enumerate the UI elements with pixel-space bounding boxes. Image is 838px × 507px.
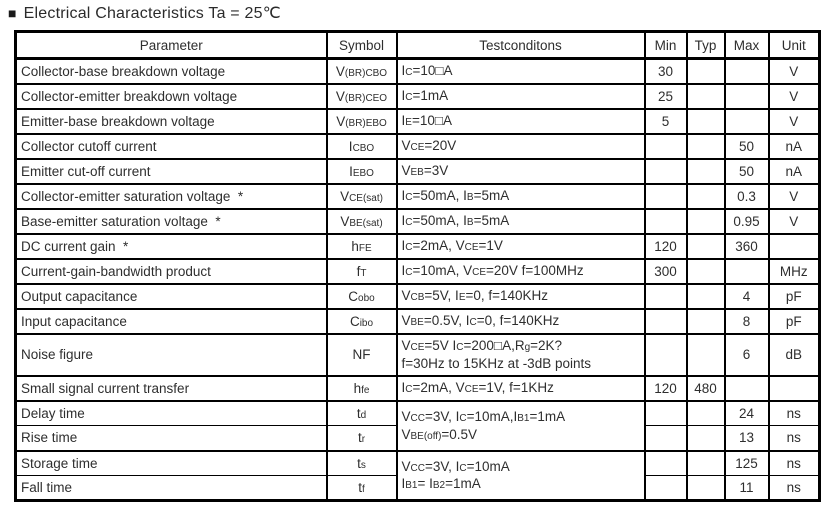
min-cell: 120 <box>645 376 687 401</box>
max-cell: 125 <box>725 451 769 476</box>
conditions-cell <box>397 209 645 234</box>
symbol-cell: V(BR)EBO <box>327 109 397 134</box>
conditions-cell <box>397 59 645 84</box>
condition-line: VBE=0.5V, IC=0, f=140KHz <box>401 313 560 329</box>
symbol-cell: Cibo <box>327 309 397 334</box>
max-cell <box>725 84 769 109</box>
typ-cell <box>687 476 725 501</box>
condition-line: IC=10mA, VCE=20V f=100MHz <box>401 263 584 279</box>
symbol-cell: td <box>327 401 397 426</box>
typ-cell: 480 <box>687 376 725 401</box>
parameter-cell: Small signal current transfer <box>16 376 327 401</box>
table-row <box>16 309 820 334</box>
table-row <box>16 134 820 159</box>
typ-cell <box>687 426 725 451</box>
min-cell <box>645 159 687 184</box>
unit-cell: ns <box>769 476 820 501</box>
conditions-cell <box>397 376 645 401</box>
unit-cell: V <box>769 209 820 234</box>
unit-cell: MHz <box>769 259 820 284</box>
max-cell: 24 <box>725 401 769 426</box>
table-row <box>16 334 820 376</box>
symbol-cell: hfe <box>327 376 397 401</box>
unit-cell: pF <box>769 284 820 309</box>
unit-cell: nA <box>769 134 820 159</box>
max-cell: 360 <box>725 234 769 259</box>
typ-cell <box>687 334 725 376</box>
column-header-parameter: Parameter <box>16 32 327 59</box>
conditions-cell <box>397 401 645 451</box>
max-cell: 6 <box>725 334 769 376</box>
max-cell <box>725 109 769 134</box>
min-cell <box>645 184 687 209</box>
parameter-cell: Collector-emitter saturation voltage * <box>16 184 327 209</box>
table-row <box>16 184 820 209</box>
parameter-cell: Emitter-base breakdown voltage <box>16 109 327 134</box>
condition-line: VCE=20V <box>401 138 457 154</box>
condition-line: VCB=5V, IE=0, f=140KHz <box>401 288 549 304</box>
min-cell: 300 <box>645 259 687 284</box>
symbol-cell: fT <box>327 259 397 284</box>
max-cell: 4 <box>725 284 769 309</box>
conditions-cell <box>397 309 645 334</box>
unit-cell: pF <box>769 309 820 334</box>
condition-line: IC=1mA <box>401 88 449 104</box>
symbol-cell: NF <box>327 334 397 376</box>
max-cell <box>725 376 769 401</box>
condition-line: VBE(off)=0.5V <box>401 426 478 442</box>
symbol-cell: V(BR)CBO <box>327 59 397 84</box>
table-row <box>16 259 820 284</box>
conditions-cell <box>397 334 645 376</box>
column-header-min: Min <box>645 32 687 59</box>
table-row <box>16 109 820 134</box>
conditions-cell <box>397 109 645 134</box>
max-cell <box>725 59 769 84</box>
parameter-cell: Current-gain-bandwidth product <box>16 259 327 284</box>
symbol-cell: VBE(sat) <box>327 209 397 234</box>
table-row <box>16 84 820 109</box>
parameter-cell: Input capacitance <box>16 309 327 334</box>
parameter-cell: Collector cutoff current <box>16 134 327 159</box>
symbol-cell: V(BR)CEO <box>327 84 397 109</box>
condition-line: f=30Hz to 15KHz at -3dB points <box>401 355 591 371</box>
column-header-unit: Unit <box>769 32 820 59</box>
symbol-cell: ICBO <box>327 134 397 159</box>
table-row <box>16 59 820 84</box>
max-cell: 11 <box>725 476 769 501</box>
parameter-cell: Output capacitance <box>16 284 327 309</box>
condition-line: VEB=3V <box>401 163 449 179</box>
typ-cell <box>687 84 725 109</box>
conditions-cell <box>397 84 645 109</box>
unit-cell: ns <box>769 426 820 451</box>
unit-cell: V <box>769 184 820 209</box>
conditions-cell <box>397 284 645 309</box>
header-row <box>16 32 820 59</box>
condition-line: IC=2mA, VCE=1V <box>401 238 503 254</box>
parameter-cell: Base-emitter saturation voltage * <box>16 209 327 234</box>
min-cell: 30 <box>645 59 687 84</box>
min-cell <box>645 309 687 334</box>
unit-cell: V <box>769 59 820 84</box>
unit-cell: ns <box>769 451 820 476</box>
conditions-cell <box>397 451 645 501</box>
unit-cell: dB <box>769 334 820 376</box>
parameter-cell: Storage time <box>16 451 327 476</box>
min-cell <box>645 284 687 309</box>
conditions-cell <box>397 234 645 259</box>
condition-line: IC=50mA, IB=5mA <box>401 213 510 229</box>
unit-cell <box>769 376 820 401</box>
symbol-cell: tf <box>327 476 397 501</box>
column-header-max: Max <box>725 32 769 59</box>
condition-line: VCE=5V IC=200□A,Rg=2K? <box>401 337 563 353</box>
table-row <box>16 376 820 401</box>
typ-cell <box>687 234 725 259</box>
section-title-text: Electrical Characteristics Ta = 25℃ <box>23 5 281 22</box>
typ-cell <box>687 284 725 309</box>
max-cell <box>725 259 769 284</box>
condition-line: IC=2mA, VCE=1V, f=1KHz <box>401 380 554 396</box>
unit-cell: ns <box>769 401 820 426</box>
max-cell: 13 <box>725 426 769 451</box>
parameter-cell: Delay time <box>16 401 327 426</box>
min-cell: 25 <box>645 84 687 109</box>
condition-line: VCC=3V, IC=10mA,IB1=1mA <box>401 408 566 424</box>
typ-cell <box>687 259 725 284</box>
typ-cell <box>687 159 725 184</box>
table-row <box>16 209 820 234</box>
max-cell: 0.95 <box>725 209 769 234</box>
max-cell: 0.3 <box>725 184 769 209</box>
conditions-cell <box>397 134 645 159</box>
section-bullet-icon: ■ <box>8 5 17 21</box>
parameter-cell: DC current gain * <box>16 234 327 259</box>
min-cell: 120 <box>645 234 687 259</box>
typ-cell <box>687 209 725 234</box>
min-cell <box>645 451 687 476</box>
condition-line: VCC=3V, IC=10mA <box>401 458 510 474</box>
condition-line: IB1= IB2=1mA <box>401 476 481 492</box>
typ-cell <box>687 401 725 426</box>
section-title <box>8 3 281 23</box>
condition-line: IC=50mA, IB=5mA <box>401 188 510 204</box>
column-header-testconditions: Testconditons <box>397 32 645 59</box>
typ-cell <box>687 59 725 84</box>
table-row <box>16 284 820 309</box>
condition-line: IE=10□A <box>401 113 452 129</box>
min-cell <box>645 209 687 234</box>
parameter-cell: Collector-base breakdown voltage <box>16 59 327 84</box>
parameter-cell: Rise time <box>16 426 327 451</box>
max-cell: 8 <box>725 309 769 334</box>
unit-cell: nA <box>769 159 820 184</box>
min-cell <box>645 134 687 159</box>
max-cell: 50 <box>725 134 769 159</box>
column-header-typ: Typ <box>687 32 725 59</box>
min-cell <box>645 476 687 501</box>
typ-cell <box>687 134 725 159</box>
symbol-cell: ts <box>327 451 397 476</box>
table-row <box>16 159 820 184</box>
min-cell: 5 <box>645 109 687 134</box>
parameter-cell: Emitter cut-off current <box>16 159 327 184</box>
parameter-cell: Fall time <box>16 476 327 501</box>
unit-cell: V <box>769 84 820 109</box>
max-cell: 50 <box>725 159 769 184</box>
parameter-cell: Collector-emitter breakdown voltage <box>16 84 327 109</box>
typ-cell <box>687 451 725 476</box>
condition-line: IC=10□A <box>401 63 453 79</box>
min-cell <box>645 426 687 451</box>
unit-cell <box>769 234 820 259</box>
typ-cell <box>687 109 725 134</box>
symbol-cell: tr <box>327 426 397 451</box>
conditions-cell <box>397 159 645 184</box>
symbol-cell: hFE <box>327 234 397 259</box>
conditions-cell <box>397 259 645 284</box>
symbol-cell: Cobo <box>327 284 397 309</box>
table-row <box>16 234 820 259</box>
min-cell <box>645 401 687 426</box>
table-row <box>16 401 820 426</box>
parameter-cell: Noise figure <box>16 334 327 376</box>
typ-cell <box>687 309 725 334</box>
characteristics-table <box>14 30 821 502</box>
symbol-cell: IEBO <box>327 159 397 184</box>
symbol-cell: VCE(sat) <box>327 184 397 209</box>
typ-cell <box>687 184 725 209</box>
table-row <box>16 451 820 476</box>
conditions-cell <box>397 184 645 209</box>
column-header-symbol: Symbol <box>327 32 397 59</box>
unit-cell: V <box>769 109 820 134</box>
table-body <box>16 59 820 501</box>
min-cell <box>645 334 687 376</box>
